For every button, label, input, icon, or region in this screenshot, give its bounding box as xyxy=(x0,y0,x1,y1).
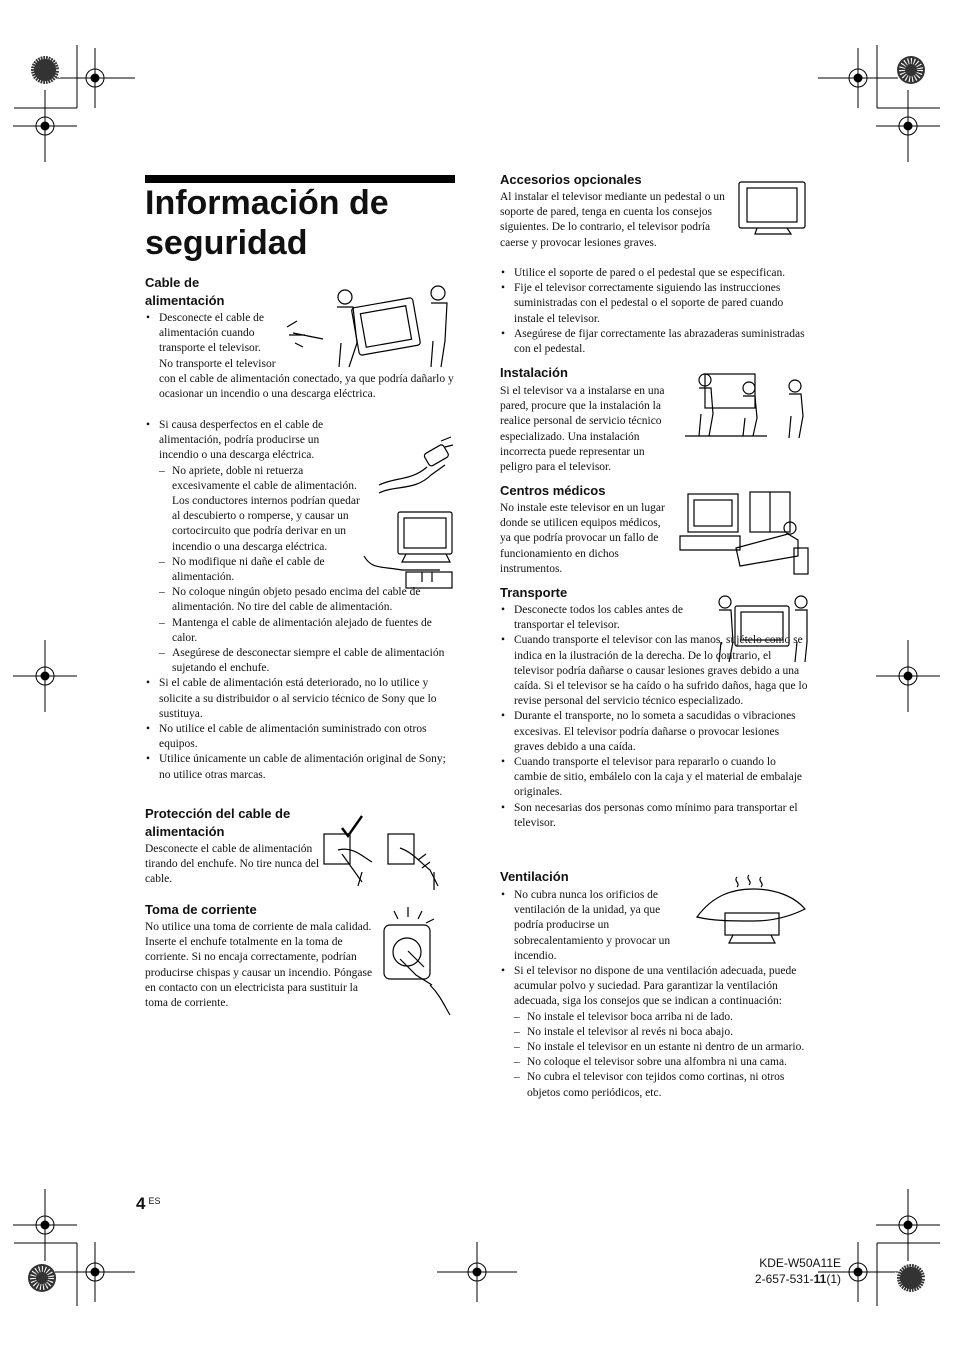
socket-illustration xyxy=(380,905,455,1018)
accesorios-bullet-3: • Asegúrese de fijar correctamente las abrazaderas suministradas con el pedestal. xyxy=(514,327,810,357)
ventilacion-bullet-2: • Si el televisor no dispone de una ventilación adecuada, puede acumular polvo y suciedad. Para garantizar la ventilación adecuada, siga los consejos que se indican a continuación: xyxy=(514,964,810,1010)
cable-section-b2 xyxy=(145,418,455,783)
cable-dash-5: – Asegúrese de desconectar siempre el cable de alimentación sujetando el enchufe. xyxy=(172,646,455,676)
wall-install-illustration xyxy=(683,370,810,440)
unplug-illustration xyxy=(322,812,455,892)
heading-instalacion: Instalación xyxy=(500,365,568,380)
accesorios-list xyxy=(500,266,810,357)
cable-section xyxy=(145,311,455,402)
centros-text: No instale este televisor en un lugar donde se utilicen equipos médicos, ya que podría provocar un fallo de funcionamiento en dichos instrumentos. xyxy=(500,502,665,575)
cable-bullet-5: • Utilice únicamente un cable de alimentación original de Sony; no utilice otras marcas. xyxy=(159,752,455,782)
transporte-bullet-5: • Son necesarias dos personas como mínimo para transportar el televisor. xyxy=(514,801,810,831)
page-title: Información de seguridad xyxy=(145,184,389,262)
cable-bullet-4: • No utilice el cable de alimentación suministrado con otros equipos. xyxy=(159,722,455,752)
heading-centros: Centros médicos xyxy=(500,483,606,498)
transporte-list xyxy=(500,603,810,831)
part-code: 2-657-531-11(1) xyxy=(754,1272,841,1286)
accesorios-bullet-2: • Fije el televisor correctamente siguiendo las instrucciones suministradas con el pedestal o el soporte de pared cuando instale el televisor. xyxy=(514,281,810,327)
accesorios-text: Al instalar el televisor mediante un pedestal o un soporte de pared, tenga en cuenta los consejos siguientes. De lo contrario, el televisor podría caerse y provocar lesiones graves. xyxy=(500,191,725,249)
tv-stand-illustration xyxy=(737,178,809,236)
heading-cable: Cable de alimentación xyxy=(145,275,225,308)
ventilacion-dash-1: – No instale el televisor boca arriba ni de lado. xyxy=(527,1010,810,1025)
cable-dash-3: – No coloque ningún objeto pesado encima del cable de alimentación. No tire del cable de alimentación. xyxy=(172,585,455,615)
transporte-bullet-3: • Durante el transporte, no lo someta a sacudidas o vibraciones excesivas. El televisor podría dañarse o provocar lesiones graves debido a una caída. xyxy=(514,709,810,755)
accesorios-bullet-1: • Utilice el soporte de pared o el pedestal que se especifican. xyxy=(514,266,810,281)
transporte-bullet-4: • Cuando transporte el televisor para repararlo o cuando lo cambie de sitio, embálelo con la caja y el material de embalaje originales. xyxy=(514,755,810,801)
ventilacion-dash-4: – No coloque el televisor sobre una alfombra ni una cama. xyxy=(527,1055,810,1070)
heading-proteccion: Protección del cable de alimentación xyxy=(145,806,291,839)
heading-toma: Toma de corriente xyxy=(145,902,257,917)
cable-dash-2: – No modifique ni dañe el cable de alimentación. xyxy=(172,555,361,585)
ventilacion-list xyxy=(500,888,810,1101)
proteccion-text: Desconecte el cable de alimentación tirando del enchufe. No tire nunca del cable. xyxy=(145,843,320,886)
transporte-bullet-2: • Cuando transporte el televisor con las manos, sujételo como se indica en la ilustración de la derecha. De lo contrario, el televisor podría dañarse o causar lesiones graves debido a una caída. Si el televisor se ha caído o ha sufrido daños, haga que lo revise personal del servicio técnico especializado. xyxy=(514,633,810,709)
cable-bullet-2: • Si causa desperfectos en el cable de alimentación, podría producirse un incendio o una descarga eléctrica. xyxy=(159,418,354,464)
hospital-illustration xyxy=(678,490,810,578)
float-spacer xyxy=(277,311,455,371)
ventilacion-bullet-1: • No cubra nunca los orificios de ventilación de la unidad, ya que podría producirse un sobrecalentamiento y provocar un incendio. xyxy=(514,888,684,964)
ventilacion-dash-5: – No cubra el televisor con tejidos como cortinas, ni otros objetos como periódicos, etc. xyxy=(527,1070,810,1100)
cable-bullet-3: • Si el cable de alimentación está deteriorado, no lo utilice y solicite a su distribuidor o al servicio técnico de Sony que lo sustituya. xyxy=(159,676,455,722)
model-number: KDE-W50A11E xyxy=(759,1256,841,1270)
heading-accesorios: Accesorios opcionales xyxy=(500,172,642,187)
transporte-bullet-1: • Desconecte todos los cables antes de transportar el televisor. xyxy=(514,603,714,633)
title-rule xyxy=(145,175,455,183)
cable-bullet-1: • Desconecte el cable de alimentación cuando transporte el televisor. No transporte el televisor con el cable de alimentación conectado, ya que podría dañarlo y ocasionar un incendio o una descarga eléctrica. xyxy=(159,311,455,402)
ventilacion-dash-3: – No instale el televisor en un estante ni dentro de un armario. xyxy=(527,1040,810,1055)
cable-dash-1: – No apriete, doble ni retuerza excesivamente el cable de alimentación. Los conductores internos podrían quedar al descubierto o romperse, y causar un cortocircuito que podría derivar en un incendio o una descarga eléctrica. xyxy=(172,464,361,555)
instalacion-text: Si el televisor va a instalarse en una pared, procure que la instalación la realice personal de servicio técnico especializado. Una instalación incorrecta puede representar un peligro para el televisor. xyxy=(500,385,665,474)
page-number: 4 $^{ES}$ xyxy=(136,1194,161,1213)
heading-transporte: Transporte xyxy=(500,585,568,600)
heading-ventilacion: Ventilación xyxy=(500,869,569,884)
toma-text: No utilice una toma de corriente de mala calidad. Inserte el enchufe totalmente en la toma de corriente. Si no encaja correctamente, podrían producirse chispas y causar un incendio. Póngase en contacto con un electricista para sustituir la toma de corriente. xyxy=(145,921,373,1010)
cable-dash-4: – Mantenga el cable de alimentación alejado de fuentes de calor. xyxy=(172,616,455,646)
ventilacion-dash-2: – No instale el televisor al revés ni boca abajo. xyxy=(527,1025,810,1040)
